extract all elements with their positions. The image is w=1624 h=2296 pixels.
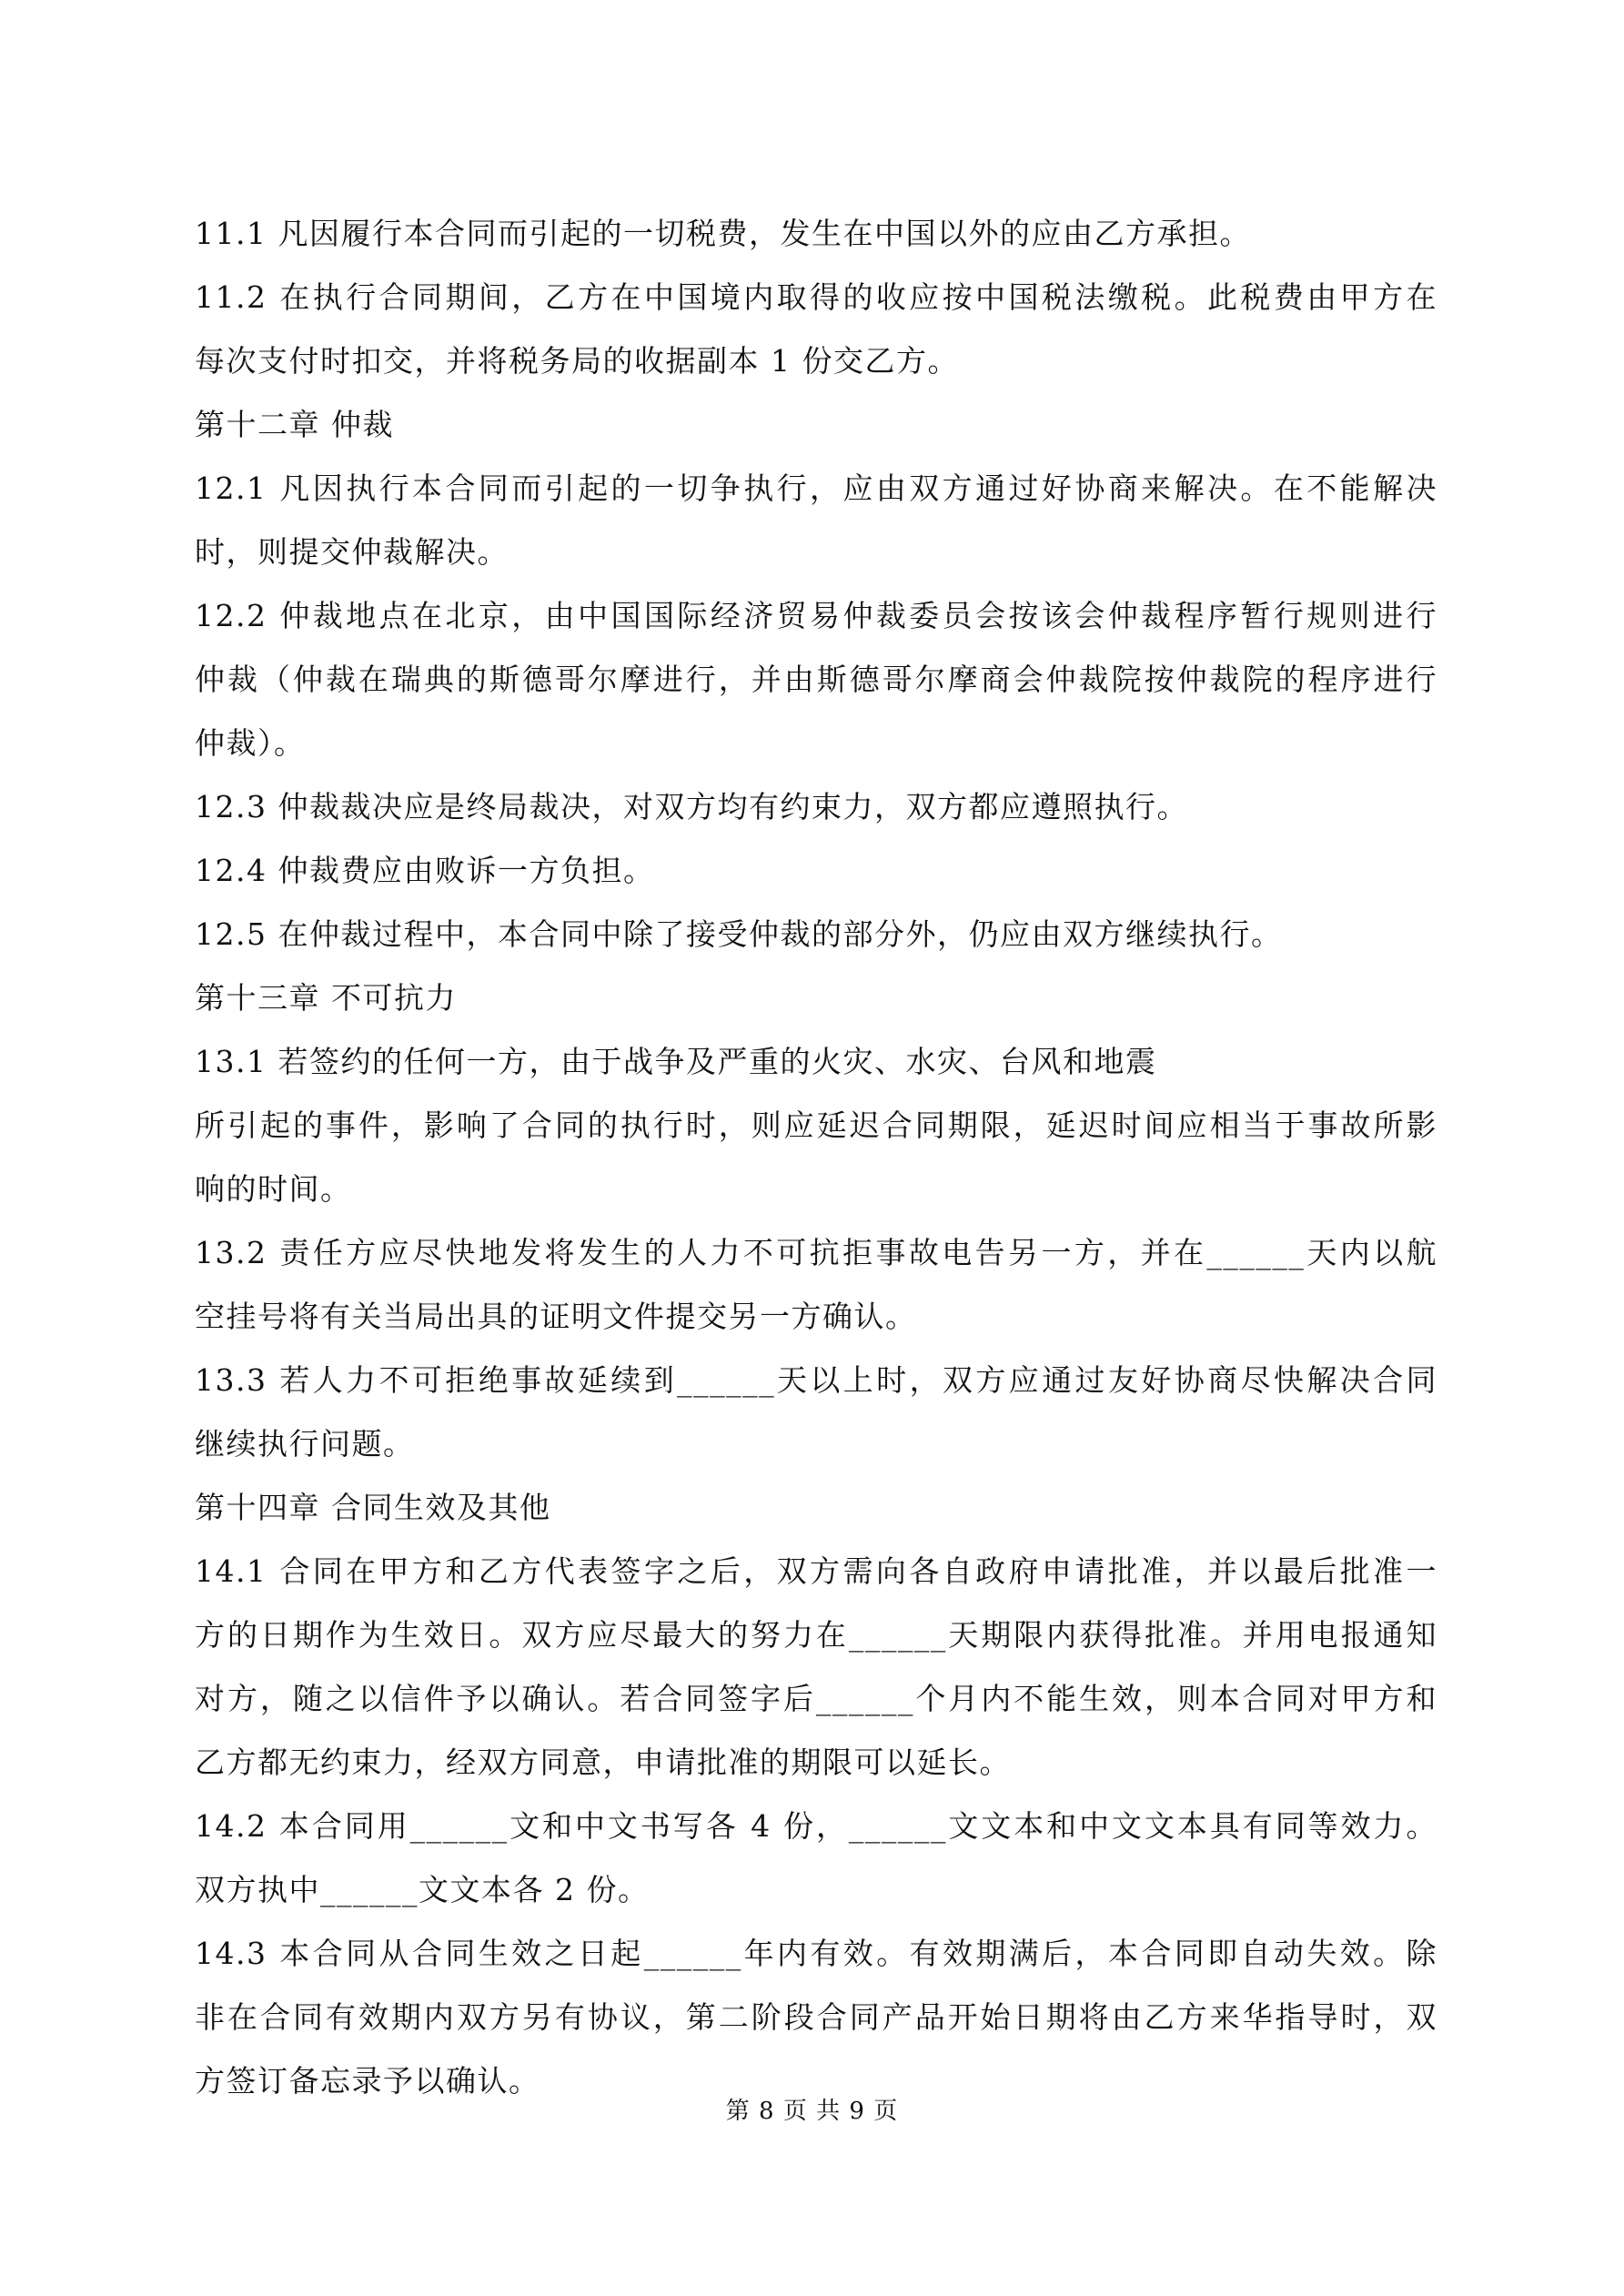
clause-13-2-line-1: 13.2 责任方应尽快地发将发生的人力不可抗拒事故电告另一方，并在______天内以航	[195, 1235, 1437, 1270]
clause-12-3: 12.3 仲裁裁决应是终局裁决，对双方均有约束力，双方都应遵照执行。	[195, 789, 1188, 824]
clause-12-2-line-3: 仲裁）。	[195, 725, 306, 761]
clause-11-2-line-2: 每次支付时扣交，并将税务局的收据副本 1 份交乙方。	[195, 343, 959, 379]
clause-14-1-line-4: 乙方都无约束力，经双方同意，申请批准的期限可以延长。	[195, 1745, 1011, 1780]
clause-13-1-line-2: 所引起的事件，影响了合同的执行时，则应延迟合同期限，延迟时间应相当于事故所影	[195, 1108, 1437, 1143]
clause-14-3-line-2: 非在合同有效期内双方另有协议，第二阶段合同产品开始日期将由乙方来华指导时，双	[195, 1999, 1437, 2035]
chapter-13-heading: 第十三章 不可抗力	[195, 980, 457, 1016]
clause-12-5: 12.5 在仲裁过程中，本合同中除了接受仲裁的部分外，仍应由双方继续执行。	[195, 916, 1283, 952]
clause-11-2-line-1: 11.2 在执行合同期间，乙方在中国境内取得的收应按中国税法缴税。此税费由甲方在	[195, 279, 1437, 315]
clause-14-3-line-3: 方签订备忘录予以确认。	[195, 2063, 540, 2099]
clause-12-2-line-1: 12.2 仲裁地点在北京，由中国国际经济贸易仲裁委员会按该会仲裁程序暂行规则进行	[195, 598, 1437, 633]
chapter-12-heading: 第十二章 仲裁	[195, 407, 394, 442]
clause-14-2-line-2: 双方执中______文文本各 2 份。	[195, 1872, 650, 1907]
clause-12-1-line-2: 时，则提交仲裁解决。	[195, 534, 509, 570]
clause-14-1-line-3: 对方，随之以信件予以确认。若合同签字后______个月内不能生效，则本合同对甲方和	[195, 1681, 1437, 1716]
clause-13-3-line-2: 继续执行问题。	[195, 1426, 415, 1462]
clause-13-2-line-2: 空挂号将有关当局出具的证明文件提交另一方确认。	[195, 1299, 917, 1334]
clause-14-2-line-1: 14.2 本合同用______文和中文书写各 4 份，______文文本和中文文本具有同等效力。	[195, 1808, 1437, 1844]
clause-13-3-line-1: 13.3 若人力不可拒绝事故延续到______天以上时，双方应通过友好协商尽快解决合同	[195, 1362, 1437, 1398]
clause-12-4: 12.4 仲裁费应由败诉一方负担。	[195, 853, 655, 888]
clause-11-1: 11.1 凡因履行本合同而引起的一切税费，发生在中国以外的应由乙方承担。	[195, 216, 1251, 251]
clause-12-1-line-1: 12.1 凡因执行本合同而引起的一切争执行，应由双方通过好协商来解决。在不能解决	[195, 470, 1437, 506]
document-body	[195, 202, 1437, 2113]
clause-13-1-line-3: 响的时间。	[195, 1171, 352, 1207]
clause-12-2-line-2: 仲裁（仲裁在瑞典的斯德哥尔摩进行，并由斯德哥尔摩商会仲裁院按仲裁院的程序进行	[195, 662, 1437, 697]
clause-13-1-line-1: 13.1 若签约的任何一方，由于战争及严重的火灾、水灾、台风和地震	[195, 1044, 1157, 1079]
clause-14-3-line-1: 14.3 本合同从合同生效之日起______年内有效。有效期满后，本合同即自动失效。除	[195, 1936, 1437, 1971]
chapter-14-heading: 第十四章 合同生效及其他	[195, 1490, 551, 1525]
page-number-footer: 第 8 页 共 9 页	[725, 2098, 899, 2125]
clause-14-1-line-2: 方的日期作为生效日。双方应尽最大的努力在______天期限内获得批准。并用电报通知	[195, 1617, 1437, 1653]
clause-14-1-line-1: 14.1 合同在甲方和乙方代表签字之后，双方需向各自政府申请批准，并以最后批准一	[195, 1553, 1437, 1589]
